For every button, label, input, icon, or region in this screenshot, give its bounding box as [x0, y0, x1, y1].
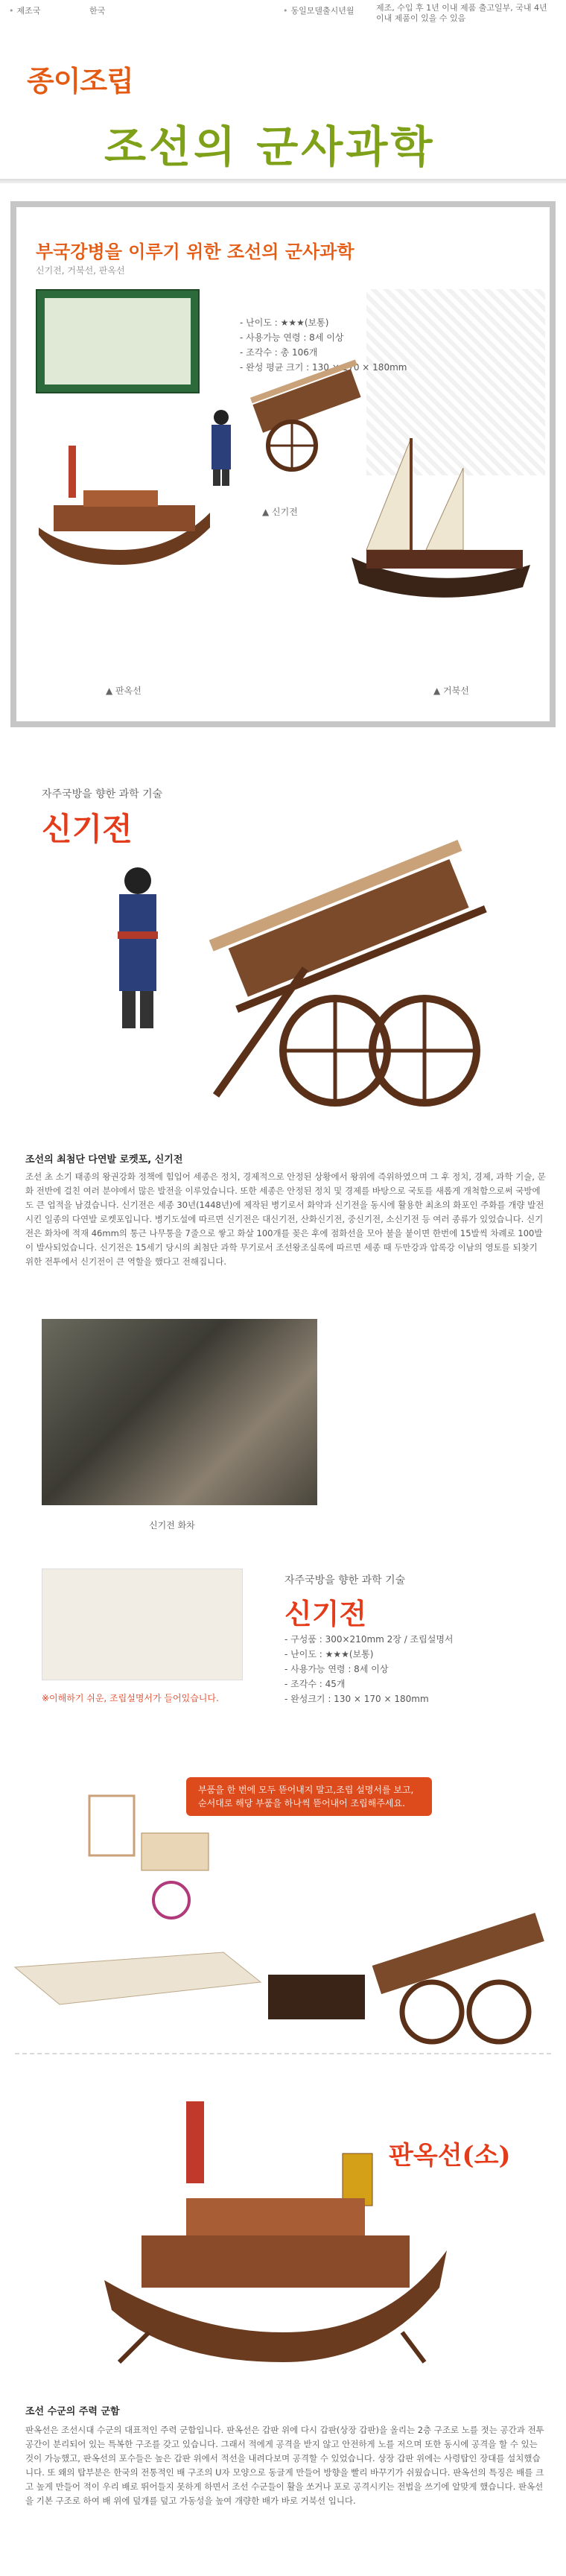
panokseon-image — [104, 2086, 447, 2362]
section2-paragraph-title: 조선의 최첨단 다연발 로켓포, 신기전 — [25, 1154, 183, 1165]
spec-age: - 사용가능 연령 : 8세 이상 — [240, 332, 344, 343]
section4-paragraph-title: 조선 수군의 주력 군함 — [25, 2406, 120, 2417]
product-overview-box — [10, 201, 556, 727]
parts-sheet-image — [42, 1569, 243, 1680]
section2-figure-image — [104, 864, 171, 1036]
release-label: • 동일모델출시년월 — [283, 6, 354, 16]
spec-components: - 구성품 : 300×210mm 2장 / 조립설명서 — [284, 1634, 454, 1645]
top-notes — [0, 0, 566, 42]
section4-title: 판옥선(소) — [389, 2141, 511, 2171]
photo-caption: 신기전 화차 — [149, 1520, 195, 1531]
assembly-illustration — [15, 1908, 551, 2057]
release-note: 제조, 수입 후 1년 이내 제품 출고일부, 국내 4년 이내 제품이 있을 수 있음 — [376, 3, 547, 23]
section4-paragraph: 판옥선은 조선시대 수군의 대표적인 주력 군함입니다. 판옥선은 갑판 위에 다시 갑판(상장 갑판)을 올리는 2층 구조로 노를 젓는 공간과 전투 공간이 분리되어 있는 특복한 구조를 갖고 있습니다. 그래서 적에게 공격을 받지 않고 안전하게 노를 저으며 또한 동시에 공격을 할 수 있는 것이 가능했고, 판옥선의 포수들은 높은 갑판 위에서 적선을 내려다보며 공격할 수 있었습니다. 상장 갑판 위에는 사령탑인 장대를 설치했습니다. 또 왜의 탑부분은 한국의 전통적인 배 구조의 U자 모양으로 동글게 만들어 방향을 빨리 바꾸기가 쉬웠습니다. 판옥선의 특징은 배를 크고 높게 만들어 적이 우리 배로 뛰어들지 못하게 하면서 조선 수군들이 활을 쏘거나 포로 공격시키는 전법을 쓰기에 알맞게 했습니다. 판옥선을 기본 구조로 하여 배 위에 덮개를 덮고 가동성을 높여 개량한 배가 바로 거북선 입니다. — [25, 2425, 544, 2506]
assembly-tip-bubble: 부품을 한 번에 모두 뜯어내지 말고,조립 설명서를 보고, 순서대로 해당 부품을 하나씩 뜯어내어 조립해주세요. — [186, 1777, 432, 1816]
section2-paragraph: 조선 초 소기 태종의 왕권강화 정책에 힘입어 세종은 정치, 경제적으로 안정된 상황에서 왕위에 즉위하였으며 그 후 정치, 경제, 과학 기술, 문화 전반에 걸친 여러 분야에서 많은 발전을 이루었습니다. 또한 세종은 안정된 정치 및 경제를 바탕으로 국토를 새롭게 개척함으로써 국방에도 큰 업적을 남겼습니다. 신기전은 세종 30년(1448년)에 제작된 병기로서 화약과 신기전을 동시에 활용한 최초의 화포인 주화를 개량 발전시킨 일종의 다연발 로켓포입니다. 병기도설에 따르면 신기전은 대신기전, 산화신기전, 중신기전, 소신기전 등 여러 종류가 있었습니다. 신기전은 화차에 적재 46mm의 통근 나무통을 7줄으로 쌓고 화살 100개를 꽂은 후에 점화선을 모아 불을 붙이면 한번에 15발씩 차례로 100발이 발사되었습니다. 신기전은 15세기 당시의 최첨단 과학 무기로서 조선왕조실록에 따르면 세종 때 두만강과 압록강 이남의 영토를 되찾기 위한 전투에서 신기전이 큰 역할을 했다고 전해집니다. — [25, 1171, 546, 1267]
spec-age: - 사용가능 연령 : 8세 이상 — [284, 1664, 389, 1674]
header-divider — [0, 179, 566, 183]
geobukseon-model-image — [337, 423, 538, 610]
section2-title: 신기전 — [42, 811, 133, 847]
origin-label: • 제조국 — [9, 6, 41, 16]
section3-title: 신기전 — [284, 1597, 367, 1630]
section3-kicker: 자주국방을 향한 과학 기술 — [284, 1575, 406, 1586]
brand-title: 종이조립 — [27, 65, 133, 98]
caption-geobukseon: ▲ 거북선 — [433, 686, 469, 696]
section2-kicker: 자주국방을 향한 과학 기술 — [42, 788, 163, 800]
section-divider — [15, 2053, 551, 2054]
overview-subtitle: 신기전, 거북선, 판옥선 — [36, 265, 125, 276]
spec-size: - 완성 평균 크기 : 130 × 170 × 180mm — [240, 362, 407, 373]
caption-panokseon: ▲ 판옥선 — [106, 686, 142, 696]
package-image — [36, 289, 200, 393]
panokseon-model-image — [39, 438, 210, 565]
spec-size: - 완성크기 : 130 × 170 × 180mm — [284, 1694, 429, 1704]
spec-difficulty: - 난이도 : ★★★(보통) — [240, 317, 329, 328]
manual-note: ※이해하기 쉬운, 조립설명서가 들어있습니다. — [42, 1693, 219, 1703]
overview-title: 부국강병을 이루기 위한 조선의 군사과학 — [36, 241, 354, 262]
caption-singijeon: ▲ 신기전 — [262, 507, 298, 517]
spec-difficulty: - 난이도 : ★★★(보통) — [284, 1649, 374, 1659]
spec-pieces: - 조각수 : 총 106개 — [240, 347, 318, 358]
section3-specs — [284, 1632, 454, 1706]
main-title: 조선의 군사과학 — [104, 121, 436, 172]
spec-pieces: - 조각수 : 45개 — [284, 1679, 346, 1689]
section2-singijeon-image — [186, 849, 514, 1118]
origin-value: 한국 — [89, 6, 106, 16]
singijeon-photo — [42, 1319, 317, 1505]
